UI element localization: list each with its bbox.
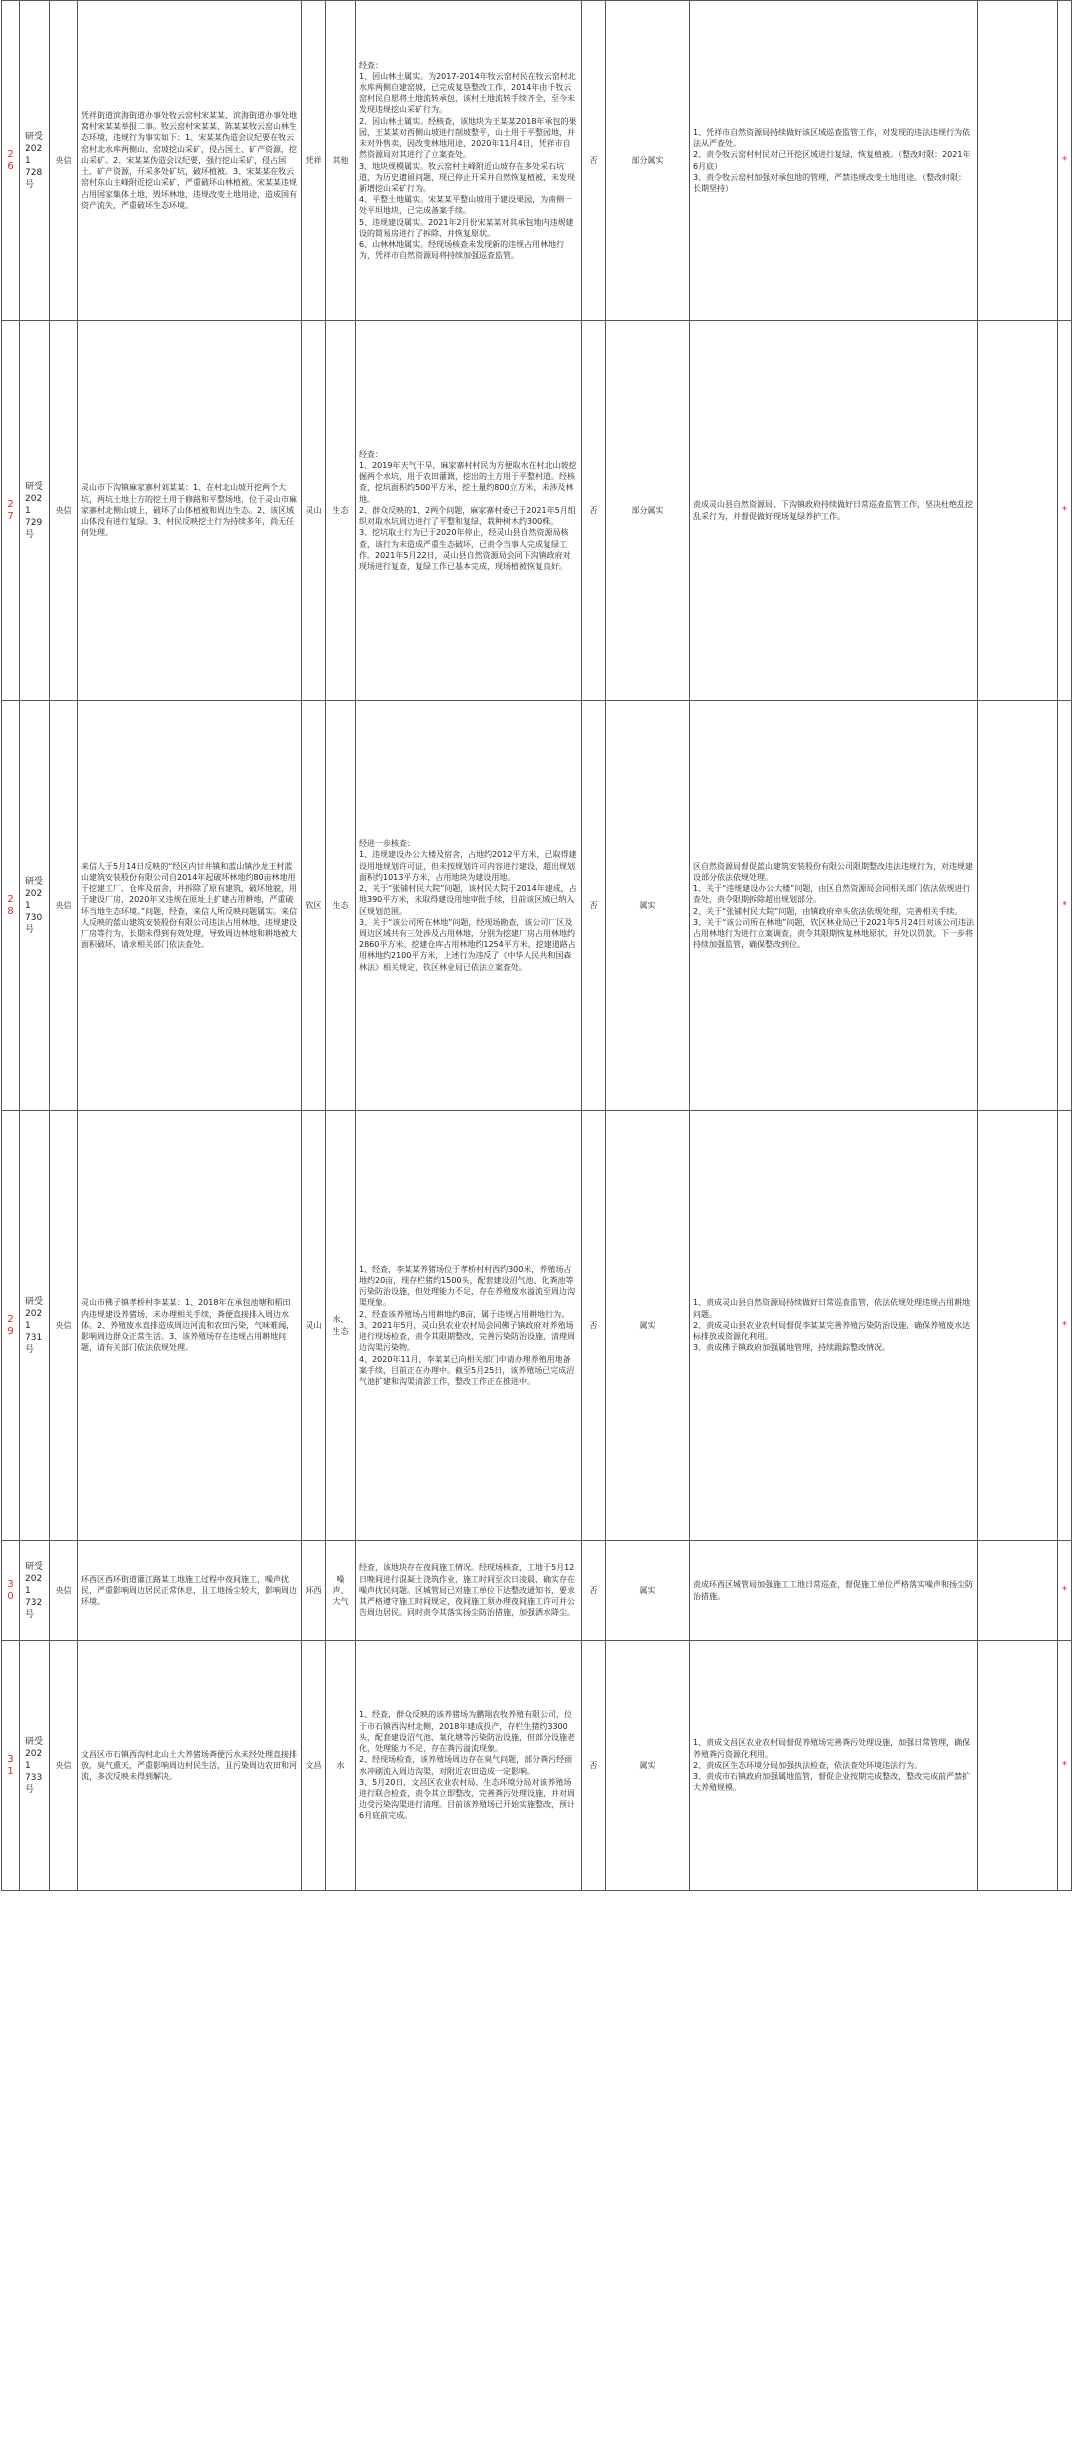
type-cell: 噪声、大气 [326,1541,356,1641]
complaint-cell: 环西区西环街道灌江路某工地施工过程中夜间施工，噪声扰民，严重影响周边居民正常休息，且工地扬尘较大，影响周边环境。 [78,1541,302,1641]
ctrl-cell: 否 [582,321,606,701]
complaint-cell: 灵山市下沟镇麻家寨村刘某某：1、在村北山坡开挖两个大坑，两坑土地上方的挖土用于修路和平整场地，位于灵山市麻家寨村北侧山坡上，破坏了山体植被和周边生态。2、该区域山体没有进行复绿。3、村民反映挖土行为持续多年，尚无任何处理。 [78,321,302,701]
source-cell: 央信 [50,701,78,1111]
row-number: 27 [2,321,20,701]
area-cell: 钦区 [302,701,326,1111]
table-row [2,701,1072,1111]
area-cell: 灵山 [302,321,326,701]
complaint-cell: 来信人于5月14日反映的“经区内甘井镇和蓝山镇沙龙王村蓝山建筑安装股份有限公司自2014年起破坏林地约80亩林地用于挖建工厂、仓库及宿舍，并拆除了原有建筑，破坏地貌，用于建设厂房，2020年又违规在原址上扩建占用耕地，严重破坏当地生态环境。”问题，经查，来信人所反映问题属实。来信人反映的蓝山建筑安装股份有限公司违法占用林地、违规建设厂房等行为，长期未得到有效处理，导致周边林地和耕地被大面积破坏，请求相关部门依法查处。 [78,701,302,1111]
ctrl-cell: 否 [582,701,606,1111]
table-row [2,1,1072,321]
mark-cell: * [1058,1541,1072,1641]
case-id: 研受 2021 729号 [20,321,50,701]
ctrl-cell: 否 [582,1111,606,1541]
accountability-cell [978,1111,1058,1541]
source-cell: 央信 [50,1,78,321]
row-number: 29 [2,1111,20,1541]
area-cell: 灵山 [302,1111,326,1541]
accountability-cell [978,1541,1058,1641]
findings-cell: 1、经查，李某某养猪场位于孝桥村村西约300米，养殖场占地约20亩，现存栏猪约1500头，配套建设沼气池、化粪池等污染防治设施，但处理能力不足，存在养殖废水溢流至周边沟渠现象。 2、经查该养殖场占用耕地约8亩，属于违规占用耕地行为。 3、2021年5月，灵山县农业农村局会同佛子镇政府对养殖场进行现场检查，责令其限期整改，完善污染防治设施，清理周边沟渠污染物。 4、2020年11月，李某某已向相关部门申请办理养殖用地备案手续，目前正在办理中。截至5月25日，该养殖场已完成沼气池扩建和沟渠清淤工作，整改工作正在推进中。 [356,1111,582,1541]
accountability-cell [978,701,1058,1111]
complaint-table [1,0,1072,1891]
truth-cell: 属实 [606,1641,690,1891]
accountability-cell [978,321,1058,701]
mark-cell: * [1058,1641,1072,1891]
case-id: 研受 2021 731号 [20,1111,50,1541]
findings-cell: 经查： 1、因山林土属实。为2017-2014年牧云窑村民在牧云窑村北水库两侧自建窑坡，已完成复垦整改工作，2014年由千牧云窑村民自愿将土地流转承包，该村土地流转手续齐全，至今未发现违规挖山采矿行为。 2、因山林土属实。经核查，该地块为王某某2018年承包的果园，王某某对西侧山坡进行削坡整平，山土用于平整园地，并未对外售卖，因改变林地用途，2020年11月4日，凭祥市自然资源局对其进行了立案查处。 3、地块规模属实。牧云窑村主峰附近山坡存在多处采石坑道，为历史遗留问题，现已停止开采并自然恢复植被，未发现新增挖山采矿行为。 4、平整土地属实。宋某某平整山坡用于建设果园，为南侧一处平坦地块，已完成备案手续。 5、违规建设属实。2021年2月份宋某某对其承包地内违规建设的简易房进行了拆除，并恢复原状。 6、山林林地属实。经现场核查未发现新的违规占用林地行为，凭祥市自然资源局将持续加强巡查监管。 [356,1,582,321]
source-cell: 央信 [50,1541,78,1641]
mark-cell: * [1058,1111,1072,1541]
area-cell: 凭祥 [302,1,326,321]
mark-cell: * [1058,321,1072,701]
type-cell: 水 [326,1641,356,1891]
area-cell: 环西 [302,1541,326,1641]
type-cell: 生态 [326,701,356,1111]
table-row [2,1541,1072,1641]
row-number: 26 [2,1,20,321]
type-cell: 生态 [326,321,356,701]
truth-cell: 部分属实 [606,321,690,701]
accountability-cell [978,1641,1058,1891]
type-cell: 水、生态 [326,1111,356,1541]
complaint-cell: 灵山市佛子镇孝桥村李某某：1、2018年在承包池塘和稻田内违规建设养猪场，未办理相关手续，粪便直接排入周边水体。2、养殖废水直排造成周边河流和农田污染，气味难闻，影响周边群众正常生活。3、该养殖场存在违规占用耕地问题，请有关部门依法依规处理。 [78,1111,302,1541]
row-number: 30 [2,1541,20,1641]
mark-cell: * [1058,701,1072,1111]
area-cell: 文昌 [302,1641,326,1891]
truth-cell: 属实 [606,701,690,1111]
case-id: 研受 2021 732号 [20,1541,50,1641]
case-id: 研受 2021 730号 [20,701,50,1111]
handling-cell: 1、凭祥市自然资源局持续做好该区域巡查监管工作，对发现的违法违规行为依法从严查处。 2、责令牧云窑村村民对已开挖区域进行复绿，恢复植被。（整改时限：2021年6月底） 3、责令牧云窑村加强对承包地的管理，严禁违规改变土地用途。（整改时限：长期坚持） [690,1,978,321]
table-row [2,321,1072,701]
handling-cell: 1、责成文昌区农业农村局督促养殖场完善粪污处理设施，加强日常管理，确保养殖粪污资源化利用。 2、责成区生态环境分局加强执法检查，依法查处环境违法行为。 3、责成市石镇政府加强属地监管，督促企业按期完成整改，整改完成前严禁扩大养殖规模。 [690,1641,978,1891]
ctrl-cell: 否 [582,1,606,321]
source-cell: 央信 [50,1111,78,1541]
truth-cell: 部分属实 [606,1,690,321]
source-cell: 央信 [50,1641,78,1891]
complaint-cell: 凭祥街道滨海街道办事处牧云窑村宋某某、滨海街道办事处地窝村宋某某举报二事。牧云窑村宋某某、陈某某牧云窑山林生态环境，违规行为事实如下：1、宋某某伪造会议纪要在牧云窑村北水库两侧山、窑坡挖山采矿，侵占国土、矿产资源，挖山采矿。2、宋某某伪造会议纪要，强行挖山采矿，侵占国土、矿产资源，开采多处矿坑，破坏植被。3、宋某某在牧云窑村东山主峰附近挖山采矿，严重破坏山林植被。宋某某违规占用国家集体土地，毁坏林地，违规改变土地用途，造成国有资产流失，严重破坏生态环境。 [78,1,302,321]
accountability-cell [978,1,1058,321]
truth-cell: 属实 [606,1541,690,1641]
findings-cell: 经查： 1、2019年天气干旱，麻家寨村村民为方便取水在村北山坡挖掘两个水坑，用于农田灌溉，挖出的土方用于平整村道。经核查，挖坑面积约500平方米，挖土量约800立方米，未涉及林地。 2、群众反映的1、2两个问题，麻家寨村委已于2021年5月组织对取水坑周边进行了平整和复绿，栽种树木约300株。 3、挖坑取土行为已于2020年停止，经灵山县自然资源局核查，该行为未造成严重生态破坏，已责令当事人完成复绿工作。2021年5月22日，灵山县自然资源局会同下沟镇政府对现场进行复查，复绿工作已基本完成，现场植被恢复良好。 [356,321,582,701]
handling-cell: 1、责成灵山县自然资源局持续做好日常巡查监管，依法依规处理违规占用耕地问题。 2、责成灵山县农业农村局督促李某某完善养殖污染防治设施，确保养殖废水达标排放或资源化利用。 3、责成佛子镇政府加强属地管理，持续跟踪整改情况。 [690,1111,978,1541]
findings-cell: 经查，该地块存在夜间施工情况。经现场核查，工地于5月12日晚间进行混凝土浇筑作业，施工时间至次日凌晨，确实存在噪声扰民问题。区城管局已对施工单位下达整改通知书，要求其严格遵守施工时间规定，夜间施工须办理夜间施工许可并公告周边居民。同时责令其落实扬尘防治措施，加强洒水降尘。 [356,1541,582,1641]
table-row [2,1111,1072,1541]
truth-cell: 属实 [606,1111,690,1541]
handling-cell: 责成灵山县自然资源局、下沟镇政府持续做好日常巡查监管工作，坚决杜绝乱挖乱采行为，并督促做好现场复绿养护工作。 [690,321,978,701]
handling-cell: 区自然资源局督促蓝山建筑安装股份有限公司限期整改违法违规行为，对违规建设部分依法依规处理。 1、关于“违规建设办公大楼”问题，由区自然资源局会同相关部门依法依规进行查处，责令限期拆除超出规划部分。 2、关于“张铺村民大院”问题，由镇政府牵头依法依规处理，完善相关手续。 3、关于“该公司所在林地”问题，钦区林业局已于2021年5月24日对该公司违法占用林地行为进行立案调查，责令其限期恢复林地原状，并处以罚款。下一步将持续加强监管，确保整改到位。 [690,701,978,1111]
row-number: 28 [2,701,20,1111]
case-id: 研受 2021 733号 [20,1641,50,1891]
findings-cell: 经进一步核查： 1、违规建设办公大楼及宿舍，占地约2012平方米，已取得建设用地规划许可证，但未按规划许可内容进行建设，超出规划面积约1013平方米，占用地块为建设用地。 2、关于“张铺村民大院”问题，该村民大院于2014年建成，占地390平方米，未取得建设用地审批手续，目前该区域已纳入区规划范围。 3、关于“该公司所在林地”问题，经现场勘查，该公司厂区及周边区域共有三处涉及占用林地，分别为挖建厂房占用林地约2860平方米、挖建仓库占用林地约1254平方米、挖建道路占用林地约2100平方米，上述行为违反了《中华人民共和国森林法》相关规定，钦区林业局已依法立案查处。 [356,701,582,1111]
ctrl-cell: 否 [582,1641,606,1891]
complaint-cell: 文昌区市石镇西沟村北山土大养猪场粪便污水未经处理直接排放，臭气熏天，严重影响周边村民生活，且污染周边农田和河流，多次反映未得到解决。 [78,1641,302,1891]
mark-cell: * [1058,1,1072,321]
type-cell: 其他 [326,1,356,321]
findings-cell: 1、经查，群众反映的该养猪场为鹏翔农牧养殖有限公司，位于市石镇西沟村北侧，2018年建成投产，存栏生猪约3300头，配套建设沼气池、氧化塘等污染防治设施，但部分设施老化，处理能力不足，存在粪污溢流现象。 2、经现场检查，该养殖场周边存在臭气问题，部分粪污经雨水冲刷流入周边沟渠，对附近农田造成一定影响。 3、5月20日，文昌区农业农村局、生态环境分局对该养殖场进行联合检查，责令其立即整改，完善粪污处理设施，并对周边受污染沟渠进行清理。目前该养殖场已开始实施整改，预计6月底前完成。 [356,1641,582,1891]
row-number: 31 [2,1641,20,1891]
case-id: 研受 2021 728号 [20,1,50,321]
handling-cell: 责成环西区城管局加强施工工地日常巡查，督促施工单位严格落实噪声和扬尘防治措施。 [690,1541,978,1641]
ctrl-cell: 否 [582,1541,606,1641]
source-cell: 央信 [50,321,78,701]
table-row [2,1641,1072,1891]
